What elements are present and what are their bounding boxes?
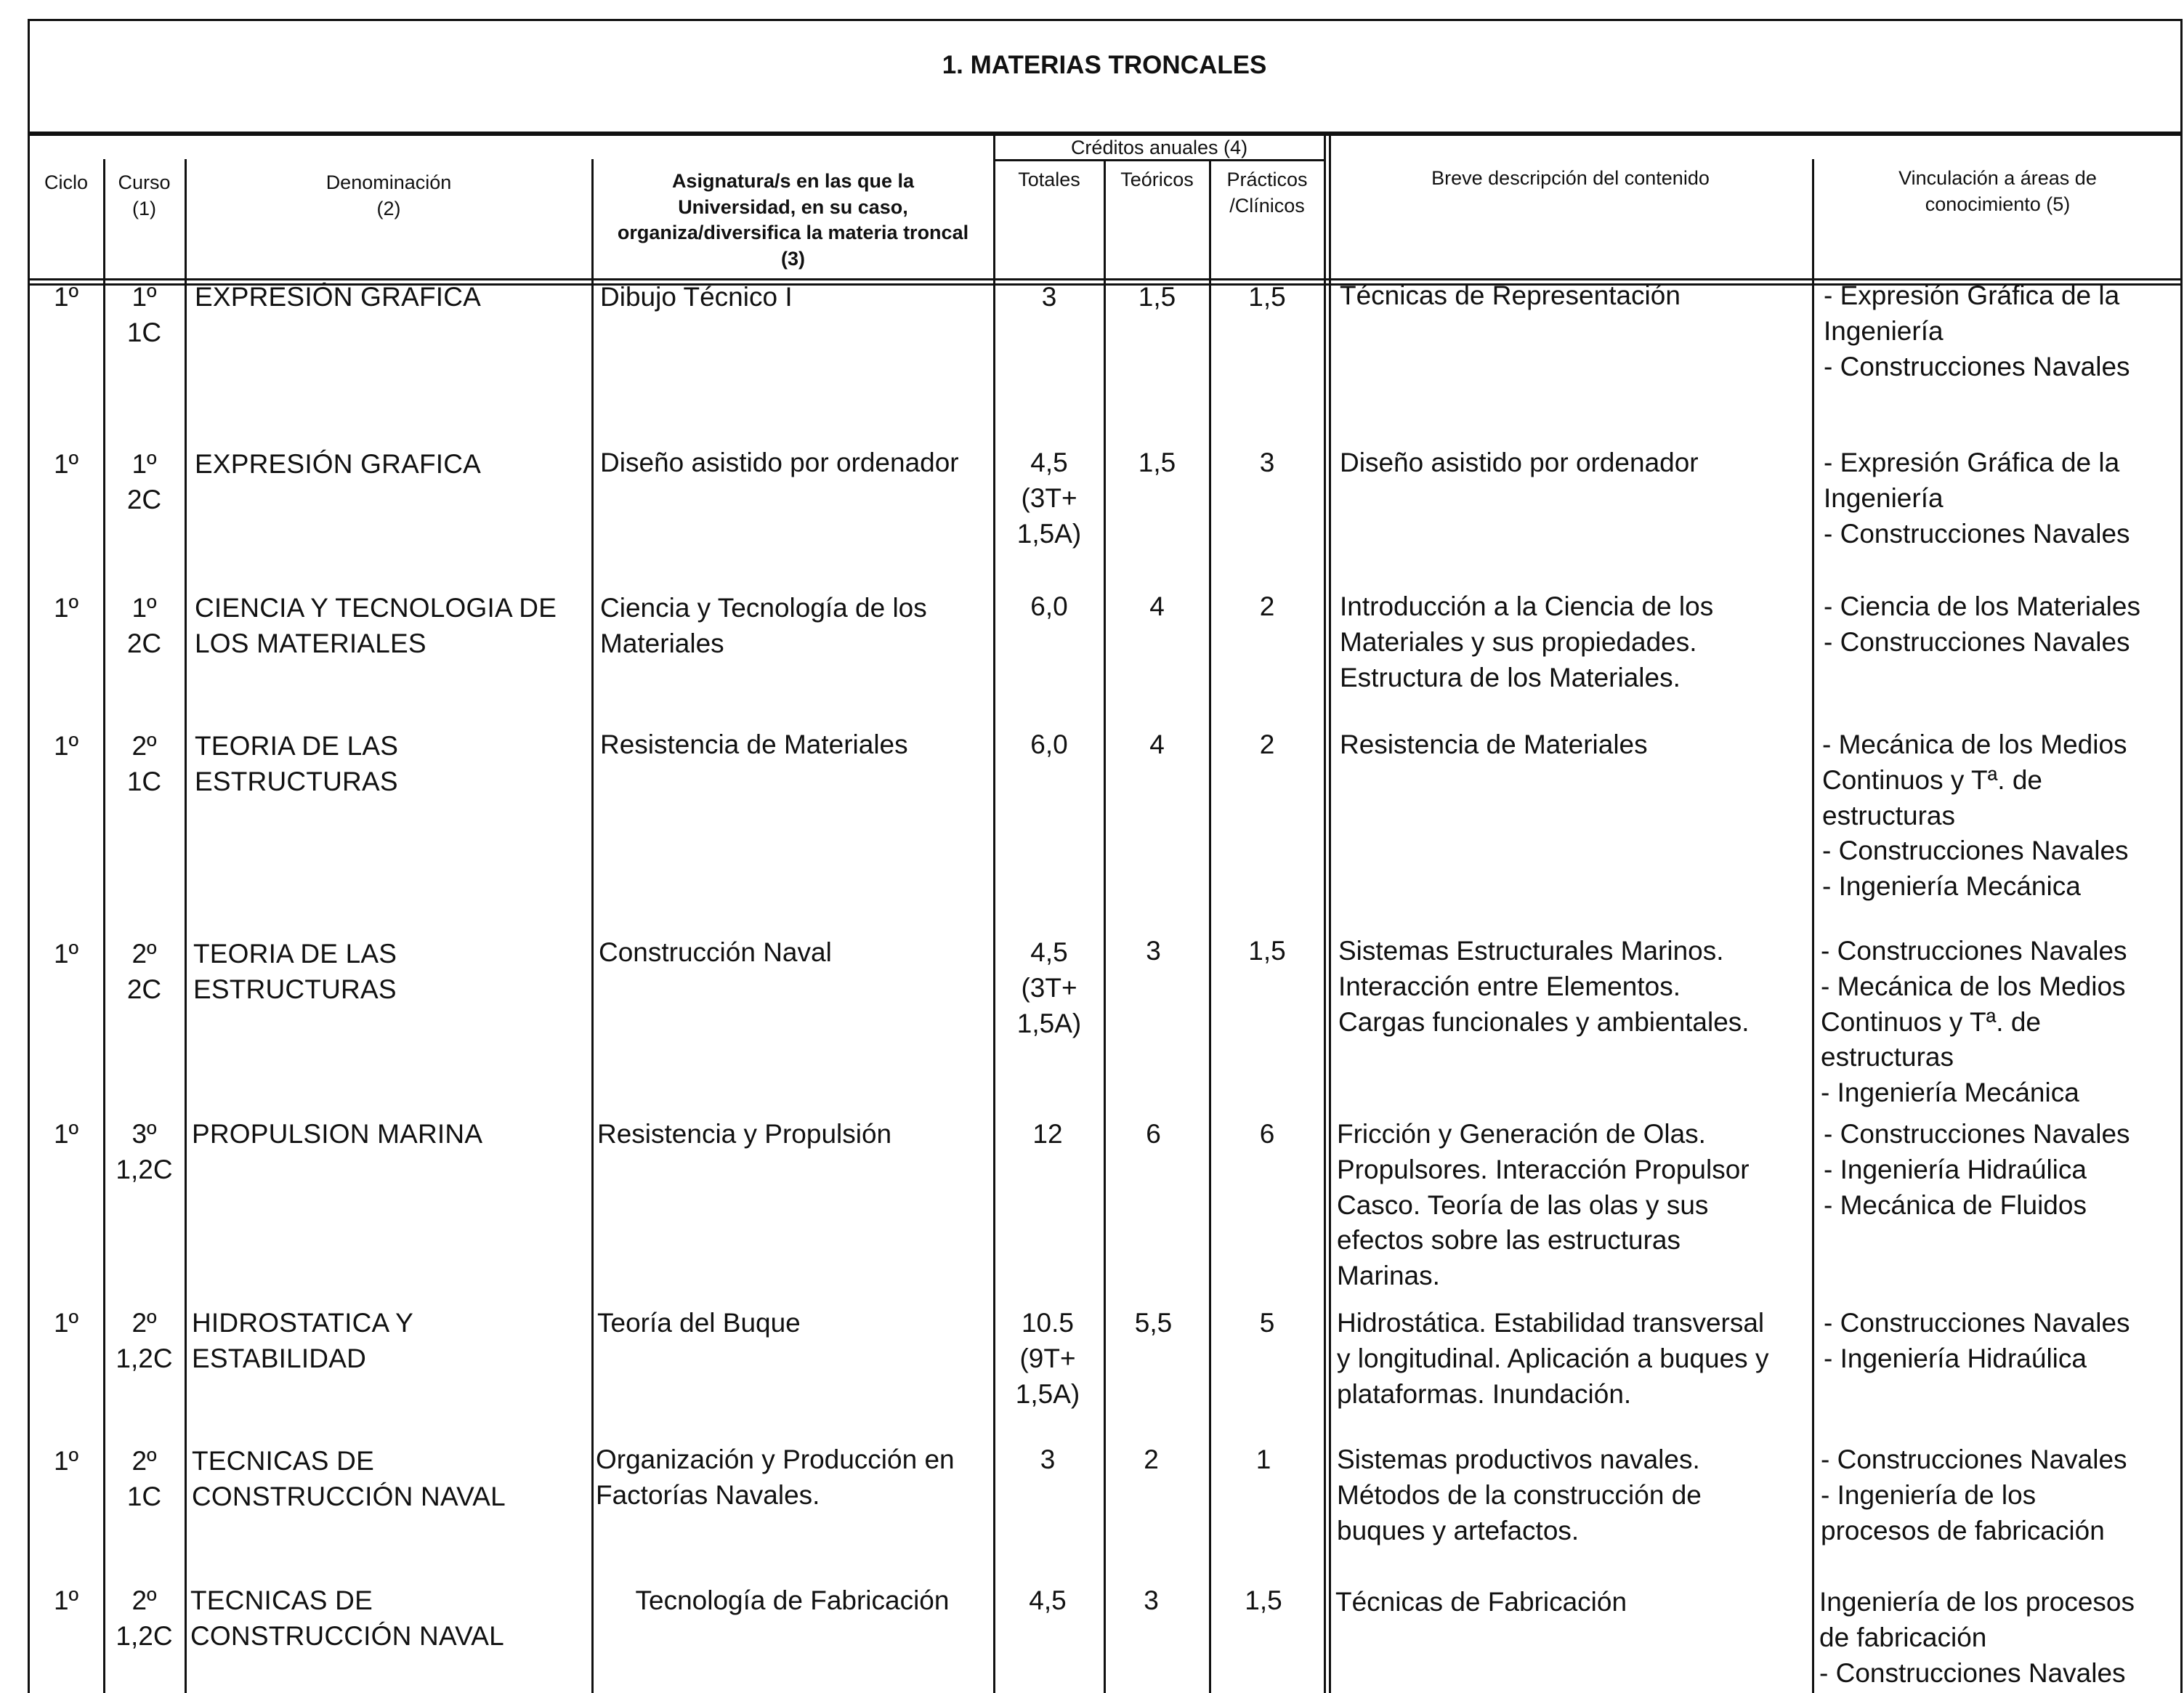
col-line-descripcion-left [1329, 134, 1331, 1693]
table-row-8-denominacion: TECNICAS DE CONSTRUCCIÓN NAVAL [192, 1446, 506, 1511]
table-row-5-ciclo: 1º [53, 939, 79, 969]
table-row-4-curso: 2º 1C [126, 731, 162, 796]
table-row-2-descripcion: Diseño asistido por ordenador [1340, 448, 1699, 477]
table-row-9-teoricos: 3 [1144, 1585, 1159, 1615]
col-line-practicos [1324, 134, 1326, 1693]
header-creditos: Créditos anuales (4) [1070, 137, 1248, 158]
table-row-2-vinculacion: - Expresión Gráfica de la Ingeniería - Construcciones Navales [1824, 448, 2130, 549]
header-asignatura: Asignatura/s en las que la Universidad, en su caso, organiza/diversifica la materia troncal (3) [617, 170, 969, 270]
table-row-7-descripcion: Hidrostática. Estabilidad transversal y longitudinal. Aplicación a buques y plataformas. Inundación. [1337, 1308, 1769, 1409]
table-row-4-asignatura: Resistencia de Materiales [600, 730, 908, 759]
table-row-1-ciclo: 1º [53, 282, 79, 312]
table-row-3-descripcion: Introducción a la Ciencia de los Materiales y sus propiedades. Estructura de los Materiales. [1340, 591, 1714, 692]
header-ciclo: Ciclo [44, 171, 88, 193]
table-row-5-descripcion: Sistemas Estructurales Marinos. Interacción entre Elementos. Cargas funcionales y ambientales. [1338, 936, 1750, 1037]
header-curso: Curso (1) [118, 171, 171, 219]
table-row-5-totales: 4,5 (3T+ 1,5A) [1016, 937, 1082, 1038]
table-row-6-teoricos: 6 [1146, 1119, 1161, 1149]
table-row-7-vinculacion: - Construcciones Navales - Ingeniería Hidraúlica [1824, 1308, 2130, 1373]
table-row-6-practicos: 6 [1259, 1119, 1275, 1149]
table-row-6-totales: 12 [1032, 1119, 1063, 1149]
table-row-9-descripcion: Técnicas de Fabricación [1335, 1587, 1627, 1617]
table-row-5-curso: 2º 2C [126, 939, 162, 1004]
table-row-2-practicos: 3 [1259, 448, 1275, 477]
header-descripcion: Breve descripción del contenido [1431, 167, 1710, 189]
table-row-8-teoricos: 2 [1144, 1444, 1159, 1474]
table-row-6-vinculacion: - Construcciones Navales - Ingeniería Hidraúlica - Mecánica de Fluidos [1824, 1119, 2130, 1220]
col-line-denominacion [591, 159, 594, 1693]
table-row-5-asignatura: Construcción Naval [599, 937, 832, 967]
table-row-7-denominacion: HIDROSTATICA Y ESTABILIDAD [192, 1308, 414, 1373]
header-totales: Totales [1018, 169, 1080, 190]
table-row-7-asignatura: Teoría del Buque [597, 1308, 801, 1338]
table-row-1-asignatura: Dibujo Técnico I [600, 282, 793, 312]
table-row-2-curso: 1º 2C [126, 449, 162, 514]
page-title: 1. MATERIAS TRONCALES [942, 51, 1267, 79]
table-row-6-descripcion: Fricción y Generación de Olas. Propulsores. Interacción Propulsor Casco. Teoría de las olas y sus efectos sobre las estructuras Marinas. [1337, 1119, 1750, 1291]
table-row-9-ciclo: 1º [53, 1585, 79, 1615]
col-line-descripcion-right [1812, 159, 1814, 1693]
table-row-7-ciclo: 1º [53, 1308, 79, 1338]
table-row-5-denominacion: TEORIA DE LAS ESTRUCTURAS [193, 939, 397, 1004]
table-row-9-practicos: 1,5 [1245, 1585, 1282, 1615]
table-row-3-asignatura: Ciencia y Tecnología de los Materiales [600, 593, 927, 658]
table-row-1-totales: 3 [1041, 282, 1057, 312]
table-row-8-descripcion: Sistemas productivos navales. Métodos de la construcción de buques y artefactos. [1337, 1444, 1702, 1545]
table-row-8-vinculacion: - Construcciones Navales - Ingeniería de los procesos de fabricación [1821, 1444, 2127, 1545]
table-row-5-vinculacion: - Construcciones Navales - Mecánica de los Medios Continuos y Tª. de estructuras - Ingeniería Mecánica [1821, 936, 2127, 1108]
table-row-4-vinculacion: - Mecánica de los Medios Continuos y Tª. de estructuras - Construcciones Navales - Ingeniería Mecánica [1822, 730, 2129, 902]
table-row-3-practicos: 2 [1259, 591, 1275, 621]
table-row-9-denominacion: TECNICAS DE CONSTRUCCIÓN NAVAL [190, 1585, 504, 1651]
table-row-6-denominacion: PROPULSION MARINA [192, 1119, 483, 1149]
table-row-5-practicos: 1,5 [1248, 936, 1286, 966]
table-row-9-curso: 2º 1,2C [116, 1585, 173, 1651]
table-row-3-vinculacion: - Ciencia de los Materiales - Construcciones Navales [1824, 591, 2140, 657]
table-row-3-totales: 6,0 [1030, 591, 1068, 621]
table-row-9-asignatura: Tecnología de Fabricación [635, 1585, 950, 1615]
col-line-right [2180, 134, 2183, 1693]
header-vinculacion: Vinculación a áreas de conocimiento (5) [1898, 167, 2097, 215]
table-row-2-denominacion: EXPRESIÓN GRAFICA [195, 449, 482, 479]
table-row-6-ciclo: 1º [53, 1119, 79, 1149]
table-row-4-practicos: 2 [1259, 730, 1275, 759]
table-row-8-practicos: 1 [1255, 1444, 1271, 1474]
header-teoricos: Teóricos [1120, 169, 1194, 190]
table-row-9-vinculacion: Ingeniería de los procesos de fabricación - Construcciones Navales [1819, 1587, 2135, 1688]
table-row-3-curso: 1º 2C [126, 593, 162, 658]
table-row-8-curso: 2º 1C [126, 1446, 162, 1511]
table-row-1-denominacion: EXPRESIÓN GRAFICA [195, 282, 482, 312]
table-row-8-asignatura: Organización y Producción en Factorías Navales. [596, 1444, 955, 1510]
table-row-1-descripcion: Técnicas de Representación [1340, 280, 1681, 310]
table-row-4-descripcion: Resistencia de Materiales [1340, 730, 1648, 759]
table-row-1-practicos: 1,5 [1248, 282, 1286, 312]
table-row-4-denominacion: TEORIA DE LAS ESTRUCTURAS [195, 731, 399, 796]
table-row-4-teoricos: 4 [1149, 730, 1165, 759]
table-row-7-totales: 10.5 (9T+ 1,5A) [1015, 1308, 1080, 1409]
table-row-2-ciclo: 1º [53, 449, 79, 479]
table-row-6-asignatura: Resistencia y Propulsión [597, 1119, 892, 1149]
table-row-9-totales: 4,5 [1029, 1585, 1067, 1615]
table-row-7-teoricos: 5,5 [1134, 1308, 1173, 1338]
table-row-6-curso: 3º 1,2C [116, 1119, 173, 1184]
table-row-8-totales: 3 [1040, 1444, 1056, 1474]
table-row-4-ciclo: 1º [53, 731, 79, 761]
table-row-4-totales: 6,0 [1030, 730, 1068, 759]
table-row-3-ciclo: 1º [53, 593, 79, 623]
table-row-2-teoricos: 1,5 [1138, 448, 1176, 477]
table-row-1-vinculacion: - Expresión Gráfica de la Ingeniería - Construcciones Navales [1824, 280, 2130, 381]
header-practicos: Prácticos /Clínicos [1226, 169, 1308, 217]
table-row-2-totales: 4,5 (3T+ 1,5A) [1016, 448, 1082, 549]
table-row-7-practicos: 5 [1259, 1308, 1275, 1338]
table-row-5-teoricos: 3 [1146, 936, 1161, 966]
table-row-3-teoricos: 4 [1149, 591, 1165, 621]
table-row-8-ciclo: 1º [53, 1446, 79, 1476]
header-denominacion: Denominación (2) [325, 171, 452, 219]
table-row-3-denominacion: CIENCIA Y TECNOLOGIA DE LOS MATERIALES [195, 593, 557, 658]
table-row-7-curso: 2º 1,2C [116, 1308, 173, 1373]
table-row-1-teoricos: 1,5 [1138, 282, 1176, 312]
table-row-2-asignatura: Diseño asistido por ordenador [600, 448, 959, 477]
table-row-1-curso: 1º 1C [126, 282, 162, 347]
